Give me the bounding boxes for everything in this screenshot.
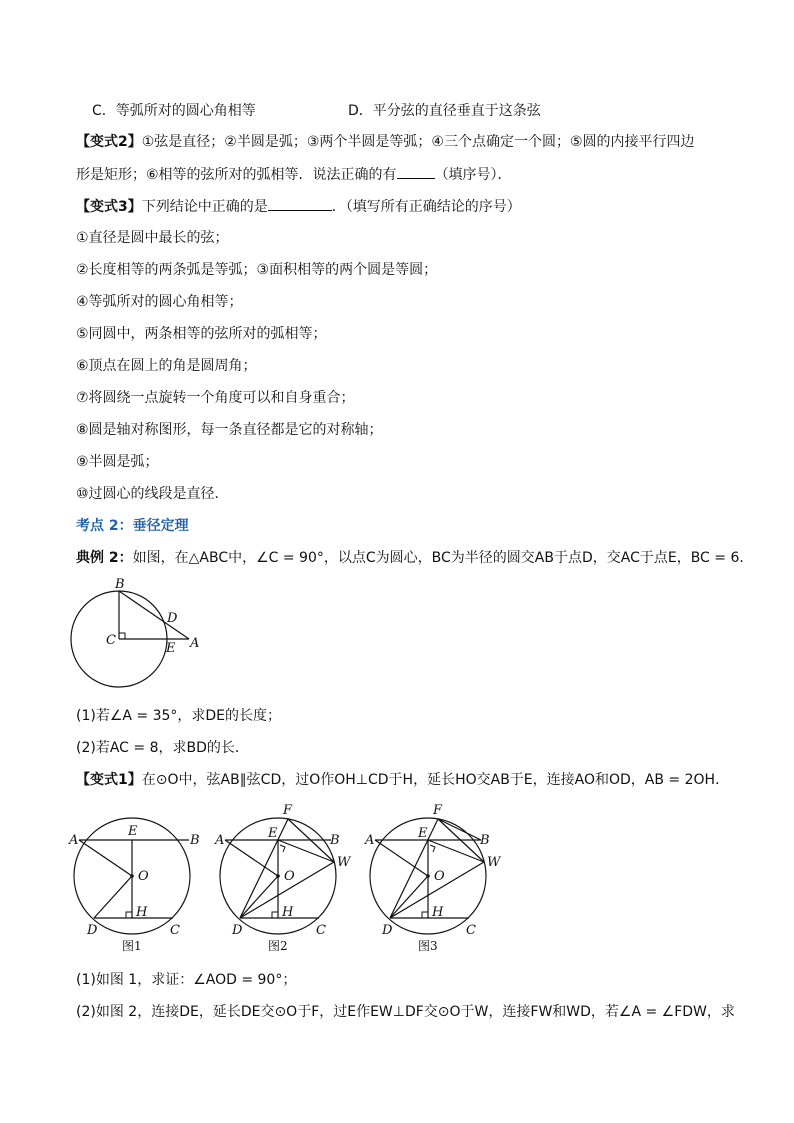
label-d: D bbox=[232, 923, 243, 938]
label-b: B bbox=[190, 833, 200, 848]
variant1-figure2 bbox=[212, 800, 362, 960]
figure-caption: 图2 bbox=[268, 939, 288, 953]
label-c: C bbox=[316, 923, 326, 938]
variant1-text: 在⊙O中，弦AB∥弦CD，过O作OH⊥CD于H，延长HO交AB于E，连接AO和OD，AB = 2OH． bbox=[141, 772, 730, 788]
option-d: D．平分弦的直径垂直于这条弦 bbox=[348, 103, 541, 119]
label-b: B bbox=[115, 578, 125, 592]
segment-ba bbox=[119, 591, 189, 639]
example2-stem bbox=[76, 548, 753, 568]
example2-q1: (1)若∠A = 35°，求DE的长度； bbox=[76, 708, 282, 724]
label-e: E bbox=[128, 824, 138, 839]
variant1-figure3 bbox=[362, 800, 512, 960]
label-b: B bbox=[480, 833, 490, 848]
label-h: H bbox=[432, 905, 444, 920]
label-w: W bbox=[487, 855, 501, 870]
label-a: A bbox=[365, 833, 375, 848]
variant3-item: ⑨半圆是弧； bbox=[76, 454, 159, 470]
variant3-item: ⑩过圆心的线段是直径． bbox=[76, 486, 229, 502]
right-angle-mark bbox=[119, 633, 125, 639]
label-c: C bbox=[170, 923, 180, 938]
variant3-blank[interactable] bbox=[268, 196, 332, 211]
label-o: O bbox=[434, 869, 445, 884]
variant3-item: ⑦将圆绕一点旋转一个角度可以和自身重合； bbox=[76, 390, 355, 406]
right-angle-mark bbox=[272, 912, 278, 918]
variant1-tag: 【变式1】 bbox=[76, 772, 142, 788]
center-dot bbox=[276, 874, 280, 878]
variant3-item: ①直径是圆中最长的弦； bbox=[76, 230, 229, 246]
segment-ao bbox=[79, 840, 132, 876]
right-angle-mark bbox=[422, 912, 428, 918]
label-e: E bbox=[418, 826, 428, 841]
variant1-stem bbox=[76, 770, 729, 790]
label-b: B bbox=[330, 833, 340, 848]
label-e: E bbox=[166, 641, 176, 656]
center-dot bbox=[426, 874, 430, 878]
variant3-stem bbox=[76, 196, 521, 217]
segment-ao bbox=[375, 840, 428, 876]
label-d: D bbox=[167, 611, 178, 626]
right-angle-mark bbox=[280, 845, 285, 852]
variant3-item: ④等弧所对的圆心角相等； bbox=[76, 294, 243, 310]
example2-figure bbox=[66, 578, 216, 698]
variant3-tag: 【变式3】 bbox=[76, 199, 142, 215]
right-angle-mark bbox=[430, 845, 435, 852]
label-e: E bbox=[268, 826, 278, 841]
variant1-figure1 bbox=[66, 800, 206, 960]
variant2-text1: ①弦是直径；②半圆是弧；③两个半圆是等弧；④三个点确定一个圆；⑤圆的内接平行四边 bbox=[141, 134, 695, 150]
variant2-blank[interactable] bbox=[397, 164, 435, 179]
center-dot bbox=[130, 874, 134, 878]
example2-text: 如图，在△ABC中，∠C = 90°，以点C为圆心，BC为半径的圆交AB于点D，交AC于点E，BC = 6． bbox=[132, 550, 754, 566]
variant3-item: ⑤同圆中，两条相等的弦所对的弧相等； bbox=[76, 326, 327, 342]
variant2-line1 bbox=[76, 132, 695, 152]
section-title: 考点 2：垂径定理 bbox=[76, 518, 189, 534]
example2-q2: (2)若AC = 8，求BD的长． bbox=[76, 740, 249, 756]
variant3-text-a: 下列结论中正确的是 bbox=[141, 199, 268, 215]
variant2-text2a: 形是矩形；⑥相等的弦所对的弧相等．说法正确的有 bbox=[76, 167, 397, 183]
variant1-q2: (2)如图 2，连接DE，延长DE交⊙O于F，过E作EW⊥DF交⊙O于W，连接FW和WD，若∠A = ∠FDW，求 bbox=[76, 1004, 735, 1020]
label-h: H bbox=[282, 905, 294, 920]
figure-caption: 图3 bbox=[418, 939, 438, 953]
example2-tag: 典例 2： bbox=[76, 550, 133, 566]
variant3-item: ⑧圆是轴对称图形，每一条直径都是它的对称轴； bbox=[76, 422, 383, 438]
option-c: C．等弧所对的圆心角相等 bbox=[92, 103, 256, 119]
label-f: F bbox=[283, 803, 293, 818]
label-o: O bbox=[138, 869, 149, 884]
variant3-text-b: ．（填写所有正确结论的序号） bbox=[331, 199, 521, 215]
label-a: A bbox=[190, 636, 200, 651]
label-c: C bbox=[466, 923, 476, 938]
figure-caption: 图1 bbox=[122, 939, 142, 953]
label-o: O bbox=[284, 869, 295, 884]
label-w: W bbox=[337, 855, 351, 870]
label-d: D bbox=[87, 923, 98, 938]
label-d: D bbox=[382, 923, 393, 938]
variant1-q1: (1)如图 1，求证：∠AOD = 90°； bbox=[76, 972, 297, 988]
label-f: F bbox=[433, 803, 443, 818]
variant3-item: ②长度相等的两条弧是等弧；③面积相等的两个圆是等圆； bbox=[76, 262, 438, 278]
variant3-item: ⑥顶点在圆上的角是圆周角； bbox=[76, 358, 257, 374]
right-angle-mark bbox=[126, 912, 132, 918]
label-h: H bbox=[136, 905, 148, 920]
variant2-text2b: （填序号）． bbox=[434, 167, 512, 183]
variant2-tag: 【变式2】 bbox=[76, 134, 142, 150]
variant2-line2 bbox=[76, 164, 512, 185]
segment-fb bbox=[438, 819, 481, 840]
segment-ao bbox=[225, 840, 278, 876]
label-a: A bbox=[215, 833, 225, 848]
label-a: A bbox=[69, 833, 79, 848]
label-c: C bbox=[106, 633, 116, 648]
